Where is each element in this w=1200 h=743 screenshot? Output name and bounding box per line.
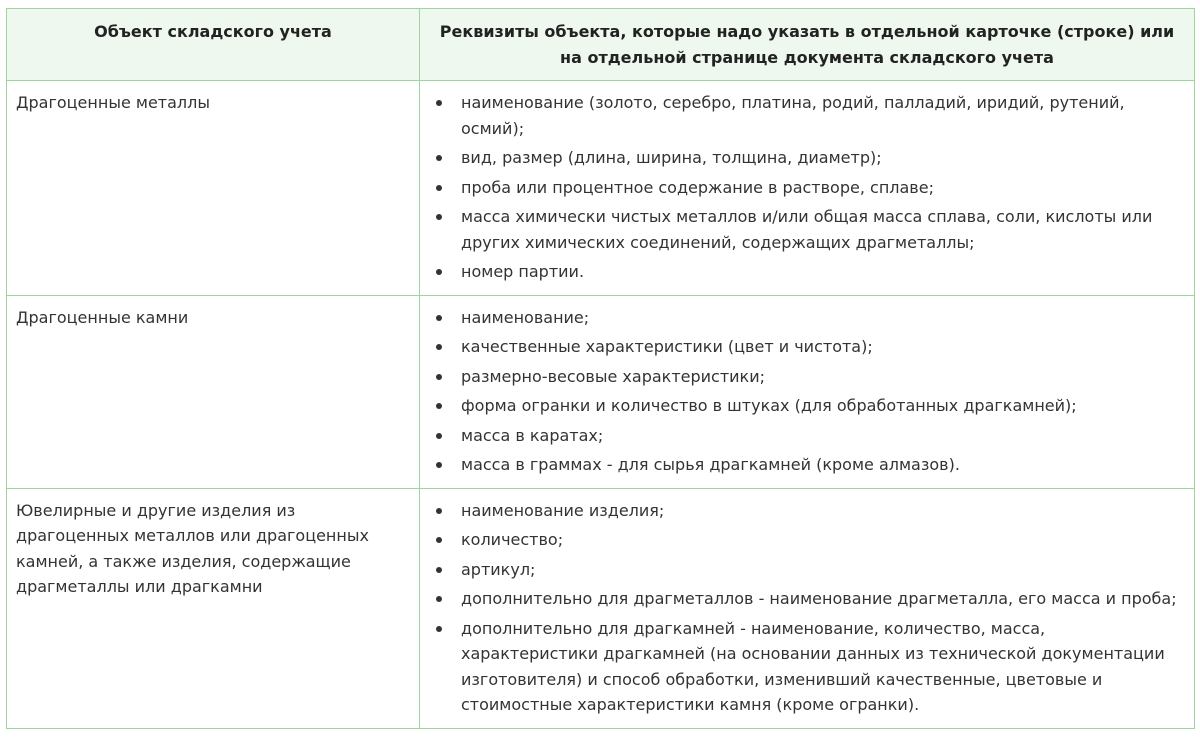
- header-requisites: Реквизиты объекта, которые надо указать в отдельной карточке (строке) или на отдельной странице документа складского учета: [420, 9, 1195, 81]
- list-item: [430, 145, 1184, 171]
- bullet-icon: [436, 462, 442, 468]
- requisites-cell: [420, 488, 1195, 728]
- table-row: [7, 81, 1195, 296]
- bullet-icon: [436, 155, 442, 161]
- list-item-text: наименование;: [461, 307, 590, 327]
- list-item-text: дополнительно для драгметаллов - наименование драгметалла, его масса и проба;: [461, 589, 1177, 608]
- requisites-cell: [420, 295, 1195, 488]
- requisites-list: [430, 498, 1184, 718]
- bullet-icon: [436, 269, 442, 275]
- requisites-list: [430, 305, 1184, 478]
- list-item: [430, 616, 1184, 718]
- list-item-text: наименование (золото, серебро, платина, родий, палладий, иридий, рутений, осмий);: [461, 93, 1125, 138]
- list-item-text: вид, размер (длина, ширина, толщина, диаметр);: [461, 148, 882, 167]
- list-item: [430, 586, 1184, 612]
- list-item-text: количество;: [461, 530, 564, 549]
- bullet-icon: [436, 508, 442, 514]
- table-row: [7, 488, 1195, 728]
- accounting-table-container: [6, 8, 1194, 729]
- bullet-icon: [436, 100, 442, 106]
- requisites-cell: [420, 81, 1195, 296]
- bullet-icon: [436, 403, 442, 409]
- list-item: [430, 175, 1184, 201]
- object-cell: Ювелирные и другие изделия из драгоценных металлов или драгоценных камней, а также изделия, содержащие драгметаллы или драгкамни: [7, 488, 420, 728]
- list-item-text: проба или процентное содержание в растворе, сплаве;: [461, 177, 934, 197]
- object-cell: Драгоценные металлы: [7, 81, 420, 296]
- list-item: [430, 259, 1184, 285]
- header-object: Объект складского учета: [7, 9, 420, 81]
- table-row: [7, 295, 1195, 488]
- list-item: [430, 334, 1184, 360]
- list-item-text: наименование изделия;: [461, 500, 665, 520]
- bullet-icon: [436, 315, 442, 321]
- list-item-text: номер партии.: [461, 262, 585, 281]
- list-item-text: артикул;: [461, 559, 536, 579]
- bullet-icon: [436, 626, 442, 632]
- list-item-text: масса в каратах;: [461, 425, 604, 445]
- bullet-icon: [436, 537, 442, 543]
- object-cell: Драгоценные камни: [7, 295, 420, 488]
- warehouse-accounting-table: [6, 8, 1195, 729]
- table-body: [7, 81, 1195, 729]
- bullet-icon: [436, 185, 442, 191]
- bullet-icon: [436, 214, 442, 220]
- bullet-icon: [436, 374, 442, 380]
- list-item: [430, 364, 1184, 390]
- list-item-text: размерно-весовые характеристики;: [461, 366, 765, 386]
- list-item-text: качественные характеристики (цвет и чистота);: [461, 337, 873, 356]
- list-item: [430, 305, 1184, 331]
- list-item-text: масса химически чистых металлов и/или общая масса сплава, соли, кислоты или других химических соединений, содержащих драгметаллы;: [461, 207, 1153, 252]
- list-item: [430, 527, 1184, 553]
- bullet-icon: [436, 433, 442, 439]
- list-item: [430, 90, 1184, 141]
- bullet-icon: [436, 344, 442, 350]
- list-item: [430, 498, 1184, 524]
- list-item: [430, 204, 1184, 255]
- table-header-row: [7, 9, 1195, 81]
- bullet-icon: [436, 596, 442, 602]
- requisites-list: [430, 90, 1184, 285]
- list-item-text: форма огранки и количество в штуках (для обработанных драгкамней);: [461, 396, 1077, 415]
- list-item-text: дополнительно для драгкамней - наименование, количество, масса, характеристики драгкамней (на основании данных из технической документации изготовителя) и способ обработки, изменивший качественные, цветовые и стоимостные характеристики камня (кроме огранки).: [461, 618, 1165, 714]
- list-item: [430, 423, 1184, 449]
- list-item: [430, 557, 1184, 583]
- bullet-icon: [436, 567, 442, 573]
- list-item: [430, 452, 1184, 478]
- list-item: [430, 393, 1184, 419]
- list-item-text: масса в граммах - для сырья драгкамней (кроме алмазов).: [461, 455, 960, 474]
